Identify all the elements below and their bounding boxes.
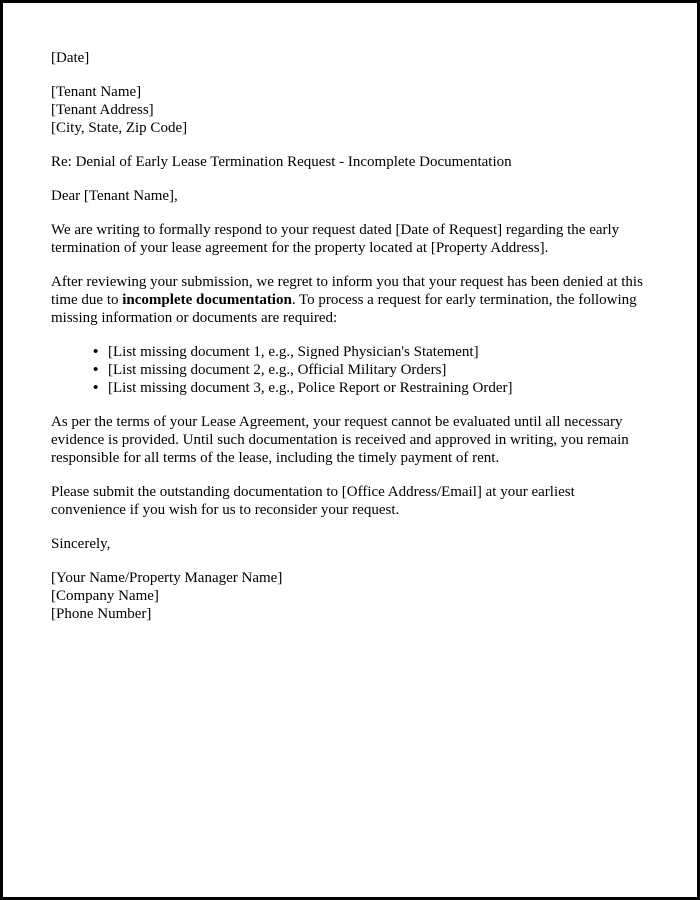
paragraph-denial-bold: incomplete documentation [122,292,292,308]
signature-phone: [Phone Number] [51,606,152,622]
date-placeholder: [Date] [51,50,90,66]
salutation [51,187,649,205]
paragraph-resubmit-text: Please submit the outstanding documentation to [Office Address/Email] at your earliest convenience if you wish for us to reconsider your request. [51,484,575,518]
closing [51,535,649,553]
paragraph-resubmit [51,483,649,519]
signature-company: [Company Name] [51,588,159,604]
missing-document-2: [List missing document 2, e.g., Official Military Orders] [108,362,447,378]
letter-body [51,49,649,623]
list-item [93,343,649,361]
closing-text: Sincerely, [51,536,111,552]
date-line [51,49,649,67]
recipient-city-state-zip: [City, State, Zip Code] [51,120,188,136]
recipient-address: [Tenant Address] [51,102,154,118]
subject-text: Re: Denial of Early Lease Termination Request - Incomplete Documentation [51,154,512,170]
signature-name: [Your Name/Property Manager Name] [51,570,283,586]
missing-document-1: [List missing document 1, e.g., Signed Physician's Statement] [108,344,479,360]
signature-block [51,569,649,623]
paragraph-lease-terms-text: As per the terms of your Lease Agreement, your request cannot be evaluated until all necessary evidence is provided. Until such documentation is received and approved in writing, you remain responsible for all terms of the lease, including the timely payment of rent. [51,414,629,466]
paragraph-denial-before: After reviewing your submission, we regret to inform you that your request has been denied at this time due to [51,274,643,308]
missing-documents-list [51,343,649,397]
paragraph-lease-terms [51,413,649,467]
paragraph-denial [51,273,649,327]
subject-line [51,153,649,171]
paragraph-denial-after: . To process a request for early termination, the following missing information or documents are required: [51,292,637,326]
list-item [93,379,649,397]
recipient-block [51,83,649,137]
missing-document-3: [List missing document 3, e.g., Police Report or Restraining Order] [108,380,513,396]
paragraph-intro [51,221,649,257]
list-item [93,361,649,379]
paragraph-intro-text: We are writing to formally respond to your request dated [Date of Request] regarding the early termination of your lease agreement for the property located at [Property Address]. [51,222,620,256]
salutation-text: Dear [Tenant Name], [51,188,178,204]
recipient-name: [Tenant Name] [51,84,142,100]
